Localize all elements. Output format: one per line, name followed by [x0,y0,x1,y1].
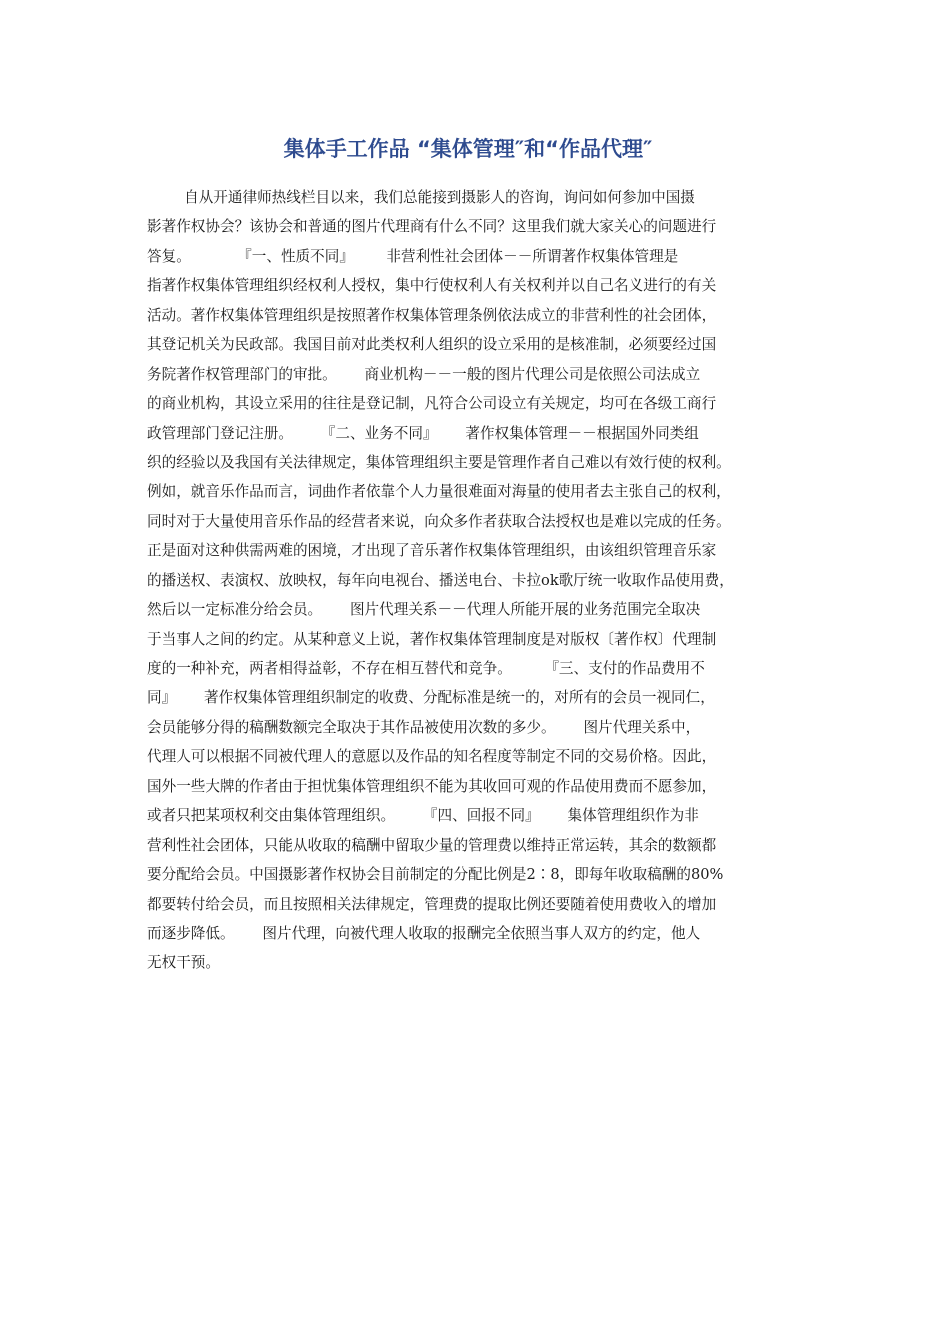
body-line: 自从开通律师热线栏目以来，我们总能接到摄影人的咨询，询问如何参加中国摄 [147,189,695,206]
body-line: 或者只把某项权利交由集体管理组织。 『四、回报不同』 集体管理组织作为非 [147,807,699,825]
body-line: 指著作权集体管理组织经权利人授权，集中行使权利人有关权利并以自己名义进行的有关 [147,277,717,295]
body-line: 同时对于大量使用音乐作品的经营者来说，向众多作者获取合法授权也是难以完成的任务。 [147,512,731,530]
body-line: 而逐步降低。 图片代理，向被代理人收取的报酬完全依照当事人双方的约定，他人 [147,924,701,942]
body-line: 活动。著作权集体管理组织是按照著作权集体管理条例依法成立的非营利性的社会团体， [147,306,717,324]
body-line: 然后以一定标准分给会员。 图片代理关系－－代理人所能开展的业务范围完全取决 [147,601,701,619]
body-line: 代理人可以根据不同被代理人的意愿以及作品的知名程度等制定不同的交易价格。因此， [147,748,717,766]
body-line: 营利性社会团体，只能从收取的稿酬中留取少量的管理费以维持正常运转，其余的数额都 [147,836,717,854]
body-line: 的播送权、表演权、放映权，每年向电视台、播送电台、卡拉ok歌厅统一收取作品使用费， [147,571,734,589]
document-body [147,183,827,978]
body-line: 于当事人之间的约定。从某种意义上说，著作权集体管理制度是对版权〔著作权〕代理制 [147,630,717,648]
body-line: 度的一种补充，两者相得益彰，不存在相互替代和竞争。 『三、支付的作品费用不 [147,660,705,677]
body-line: 正是面对这种供需两难的困境，才出现了音乐著作权集体管理组织，由该组织管理音乐家 [147,542,717,560]
body-line: 同』 著作权集体管理组织制定的收费、分配标准是统一的，对所有的会员一视同仁， [147,689,715,707]
body-line: 要分配给会员。中国摄影著作权协会目前制定的分配比例是2∶8，即每年收取稿酬的80% [147,866,724,884]
body-line: 答复。 『一、性质不同』 非营利性社会团体－－所谓著作权集体管理是 [147,247,679,265]
body-line: 国外一些大牌的作者由于担忧集体管理组织不能为其收回可观的作品使用费而不愿参加， [147,777,717,795]
body-line: 无权干预。 [147,954,220,972]
body-line: 例如，就音乐作品而言，词曲作者依靠个人力量很难面对海量的使用者去主张自己的权利， [147,483,731,501]
body-line: 会员能够分得的稿酬数额完全取决于其作品被使用次数的多少。 图片代理关系中， [147,718,701,736]
body-line: 影著作权协会？该协会和普通的图片代理商有什么不同？这里我们就大家关心的问题进行 [147,218,717,236]
body-line: 其登记机关为民政部。我国目前对此类权利人组织的设立采用的是核准制，必须要经过国 [147,336,717,354]
body-line: 的商业机构，其设立采用的往往是登记制，凡符合公司设立有关规定，均可在各级工商行 [147,395,717,413]
body-line: 务院著作权管理部门的审批。 商业机构－－一般的图片代理公司是依照公司法成立 [147,365,701,383]
document-title: 集体手工作品 “集体管理″和“作品代理″ [283,137,653,161]
body-line: 织的经验以及我国有关法律规定，集体管理组织主要是管理作者自己难以有效行使的权利。 [147,453,731,471]
body-line: 政管理部门登记注册。 『二、业务不同』 著作权集体管理－－根据国外同类组 [147,424,699,442]
body-line: 都要转付给会员，而且按照相关法律规定，管理费的提取比例还要随着使用费收入的增加 [147,895,717,913]
